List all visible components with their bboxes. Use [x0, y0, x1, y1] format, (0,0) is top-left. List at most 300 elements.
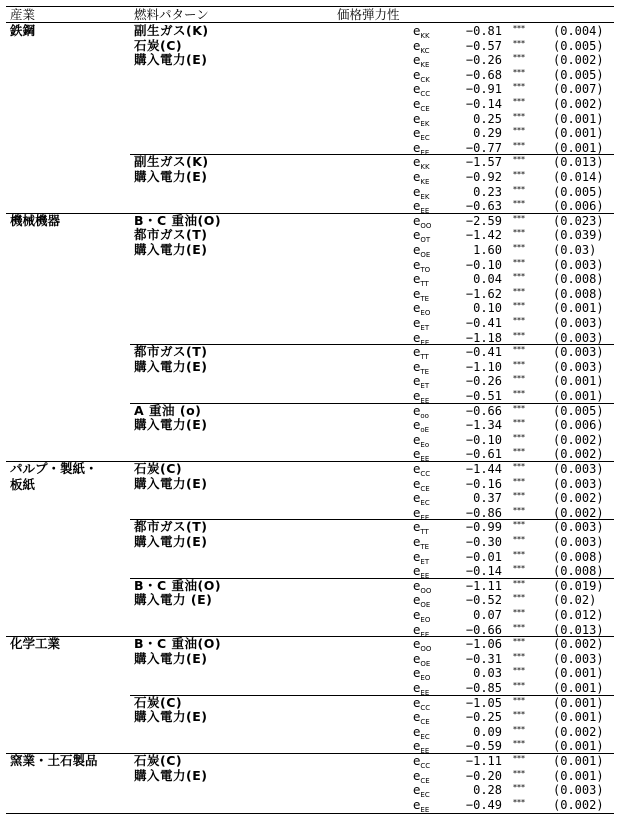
symbol-subscript: EO	[420, 616, 431, 624]
significance-stars: ***	[513, 97, 525, 106]
significance-stars: ***	[513, 768, 525, 778]
symbol-letter: e	[413, 608, 421, 622]
symbol-subscript: EE	[420, 207, 430, 216]
significance-stars: ***	[513, 24, 525, 33]
significance-stars: ***	[513, 301, 525, 311]
symbol-letter: e	[413, 213, 421, 228]
symbol-subscript: CC	[420, 762, 431, 770]
symbol-subscript: EE	[420, 513, 430, 522]
elasticity-value: −0.31	[465, 651, 502, 666]
fuel-label: 購入電力(E)	[134, 650, 208, 666]
fuel-label: 石炭(C)	[134, 37, 183, 53]
significance-stars: ***	[513, 447, 525, 457]
significance-stars: ***	[513, 491, 525, 501]
significance-stars: ***	[513, 797, 525, 807]
elasticity-value: −0.52	[465, 593, 502, 608]
significance-stars: ***	[513, 389, 525, 398]
fuel-label: 購入電力(E)	[134, 709, 208, 725]
elasticity-value: 0.25	[473, 111, 502, 126]
symbol-subscript: CE	[420, 718, 430, 727]
symbol-subscript: CE	[420, 105, 430, 113]
elasticity-value: −1.42	[465, 228, 502, 243]
standard-error: (0.001)	[553, 681, 604, 695]
fuel-label: 購入電力(E)	[134, 767, 208, 783]
symbol-subscript: CC	[420, 470, 431, 478]
symbol-letter: e	[413, 681, 421, 695]
standard-error: (0.014)	[553, 170, 604, 184]
standard-error: (0.013)	[553, 622, 604, 637]
significance-stars: ***	[513, 418, 525, 428]
elasticity-value: −0.10	[465, 257, 502, 272]
symbol-letter: e	[413, 593, 421, 608]
standard-error: (0.003)	[553, 345, 604, 360]
elasticity-value: −0.25	[465, 710, 502, 725]
symbol-subscript: EC	[420, 732, 430, 741]
elasticity-value: −0.85	[465, 681, 502, 695]
significance-stars: ***	[513, 126, 525, 136]
symbol-letter: e	[413, 418, 421, 433]
symbol-letter: e	[413, 520, 421, 535]
symbol-letter: e	[413, 243, 421, 257]
symbol-letter: e	[413, 140, 421, 155]
symbol-subscript: KK	[420, 163, 430, 172]
standard-error: (0.006)	[553, 418, 604, 433]
significance-stars: ***	[513, 520, 525, 530]
symbol-letter: e	[413, 359, 421, 374]
significance-stars: ***	[513, 199, 525, 209]
fuel-label: B・C 重油(O)	[134, 636, 222, 652]
standard-error: (0.003)	[553, 476, 604, 491]
symbol-letter: e	[413, 739, 421, 754]
fuel-label: B・C 重油(O)	[134, 577, 222, 593]
symbol-subscript: EE	[420, 397, 430, 405]
significance-stars: ***	[513, 681, 525, 690]
standard-error: (0.001)	[553, 140, 604, 155]
header-elasticity: 価格弾力性	[337, 7, 400, 22]
standard-error: (0.002)	[553, 491, 604, 506]
standard-error: (0.002)	[553, 637, 604, 652]
elasticity-value: −0.61	[465, 447, 502, 462]
symbol-letter: e	[413, 476, 421, 491]
standard-error: (0.005)	[553, 38, 604, 53]
symbol-letter: e	[413, 491, 421, 506]
symbol-subscript: OO	[420, 586, 432, 595]
symbol-subscript: Eo	[420, 440, 430, 449]
symbol-subscript: TE	[420, 543, 430, 551]
symbol-letter: e	[413, 783, 421, 798]
significance-stars: ***	[513, 754, 525, 763]
significance-stars: ***	[513, 345, 525, 355]
significance-stars: ***	[513, 549, 525, 559]
significance-stars: ***	[513, 257, 525, 267]
standard-error: (0.002)	[553, 505, 604, 520]
elasticity-value: −1.44	[465, 462, 502, 476]
symbol-letter: e	[413, 666, 421, 681]
significance-stars: ***	[513, 82, 525, 92]
significance-stars: ***	[513, 505, 525, 515]
symbol-letter: e	[413, 622, 421, 637]
standard-error: (0.001)	[553, 111, 604, 126]
elasticity-value: 0.23	[473, 184, 502, 199]
symbol-subscript: EE	[420, 689, 430, 697]
symbol-subscript: TO	[420, 265, 431, 274]
symbol-letter: e	[413, 97, 421, 111]
symbol-letter: e	[413, 447, 421, 462]
significance-stars: ***	[513, 564, 525, 574]
significance-stars: ***	[513, 637, 525, 647]
symbol-letter: e	[413, 345, 421, 360]
fuel-label: 都市ガス(T)	[134, 519, 208, 535]
significance-stars: ***	[513, 783, 525, 793]
elasticity-value: −0.66	[465, 403, 502, 418]
significance-stars: ***	[513, 111, 525, 121]
significance-stars: ***	[513, 578, 525, 588]
elasticity-value: −0.86	[465, 505, 502, 520]
standard-error: (0.003)	[553, 651, 604, 666]
symbol-letter: e	[413, 549, 421, 564]
symbol-letter: e	[413, 286, 421, 301]
standard-error: (0.001)	[553, 768, 604, 783]
industry-name: 化学工業	[10, 636, 61, 652]
symbol-letter: e	[413, 184, 421, 199]
symbol-letter: e	[413, 389, 421, 403]
symbol-subscript: OE	[420, 659, 431, 668]
symbol-letter: e	[413, 432, 421, 447]
symbol-subscript: EE	[420, 572, 430, 581]
significance-stars: ***	[513, 170, 525, 179]
symbol-letter: e	[413, 38, 421, 53]
standard-error: (0.012)	[553, 608, 604, 622]
standard-error: (0.002)	[553, 97, 604, 111]
significance-stars: ***	[513, 155, 525, 165]
industry-name: 鉄鋼	[10, 23, 36, 38]
symbol-subscript: EE	[420, 148, 430, 157]
table-bottom-rule	[6, 813, 614, 814]
significance-stars: ***	[513, 695, 525, 705]
symbol-letter: e	[413, 768, 421, 783]
standard-error: (0.008)	[553, 286, 604, 301]
elasticity-value: 0.10	[473, 301, 502, 316]
symbol-subscript: CC	[420, 703, 431, 712]
header-fuel-pattern: 燃料パターン	[134, 7, 209, 22]
symbol-letter: e	[413, 710, 421, 725]
symbol-subscript: KE	[420, 178, 430, 186]
symbol-letter: e	[413, 301, 421, 316]
elasticity-value: 0.29	[473, 126, 502, 141]
symbol-letter: e	[413, 637, 421, 652]
symbol-subscript: KE	[420, 61, 430, 70]
significance-stars: ***	[513, 243, 525, 252]
elasticity-value: −0.41	[465, 316, 502, 330]
standard-error: (0.001)	[553, 374, 604, 389]
elasticity-value: 1.60	[473, 243, 502, 257]
standard-error: (0.005)	[553, 403, 604, 418]
symbol-letter: e	[413, 564, 421, 579]
significance-stars: ***	[513, 316, 525, 325]
elasticity-value: −0.14	[465, 97, 502, 111]
elasticity-value: −1.34	[465, 418, 502, 433]
symbol-letter: e	[413, 53, 421, 68]
symbol-letter: e	[413, 272, 421, 287]
standard-error: (0.023)	[553, 213, 604, 228]
symbol-subscript: TE	[420, 367, 430, 376]
significance-stars: ***	[513, 213, 525, 223]
elasticity-value: −0.99	[465, 520, 502, 535]
significance-stars: ***	[513, 374, 525, 384]
significance-stars: ***	[513, 622, 525, 632]
symbol-letter: e	[413, 170, 421, 184]
industry-name: パルプ・製紙・	[10, 461, 98, 476]
fuel-label: 都市ガス(T)	[134, 344, 208, 360]
elasticity-value: −0.16	[465, 476, 502, 491]
elasticity-value: −0.20	[465, 768, 502, 783]
significance-stars: ***	[513, 286, 525, 296]
symbol-letter: e	[413, 257, 421, 272]
standard-error: (0.003)	[553, 520, 604, 535]
elasticity-value: −0.41	[465, 345, 502, 360]
standard-error: (0.001)	[553, 754, 604, 768]
elasticity-value: 0.03	[473, 666, 502, 681]
symbol-subscript: oo	[420, 411, 429, 420]
elasticity-value: 0.07	[473, 608, 502, 622]
elasticity-value: −2.59	[465, 213, 502, 228]
industry-name: 板紙	[10, 477, 36, 492]
symbol-letter: e	[413, 462, 421, 476]
significance-stars: ***	[513, 228, 525, 238]
fuel-group-divider	[130, 403, 614, 404]
symbol-letter: e	[413, 24, 421, 38]
standard-error: (0.013)	[553, 155, 604, 170]
significance-stars: ***	[513, 38, 525, 48]
fuel-label: 副生ガス(K)	[134, 154, 209, 170]
symbol-subscript: CC	[420, 90, 431, 99]
elasticity-value: −0.77	[465, 140, 502, 155]
elasticity-value: −0.68	[465, 67, 502, 82]
standard-error: (0.007)	[553, 82, 604, 97]
standard-error: (0.001)	[553, 666, 604, 681]
standard-error: (0.008)	[553, 564, 604, 579]
standard-error: (0.003)	[553, 783, 604, 798]
symbol-letter: e	[413, 651, 421, 666]
elasticity-value: −0.92	[465, 170, 502, 184]
fuel-label: 石炭(C)	[134, 694, 183, 710]
symbol-letter: e	[413, 374, 421, 389]
symbol-subscript: TE	[420, 294, 430, 303]
symbol-letter: e	[413, 126, 421, 141]
significance-stars: ***	[513, 724, 525, 734]
symbol-subscript: EO	[420, 674, 431, 683]
symbol-letter: e	[413, 316, 421, 330]
elasticity-value: −0.51	[465, 389, 502, 403]
symbol-letter: e	[413, 695, 421, 710]
symbol-letter: e	[413, 330, 421, 345]
standard-error: (0.002)	[553, 53, 604, 68]
standard-error: (0.008)	[553, 549, 604, 564]
significance-stars: ***	[513, 53, 525, 63]
symbol-subscript: EE	[420, 338, 430, 347]
standard-error: (0.005)	[553, 67, 604, 82]
standard-error: (0.001)	[553, 695, 604, 710]
symbol-letter: e	[413, 724, 421, 739]
elasticity-value: −1.06	[465, 637, 502, 652]
fuel-label: 購入電力(E)	[134, 52, 208, 67]
symbol-subscript: EC	[420, 791, 430, 800]
symbol-subscript: TT	[420, 280, 429, 289]
fuel-label: A 重油 (o)	[134, 402, 202, 418]
standard-error: (0.001)	[553, 739, 604, 754]
symbol-subscript: TT	[420, 528, 429, 537]
fuel-label: 購入電力(E)	[134, 358, 208, 374]
symbol-subscript: CK	[420, 75, 430, 84]
standard-error: (0.003)	[553, 462, 604, 476]
standard-error: (0.003)	[553, 535, 604, 549]
elasticity-value: −0.91	[465, 82, 502, 97]
symbol-subscript: OE	[420, 601, 431, 610]
fuel-label: 石炭(C)	[134, 753, 183, 768]
standard-error: (0.005)	[553, 184, 604, 199]
elasticity-value: 0.37	[473, 491, 502, 506]
industry-name: 機械機器	[10, 212, 61, 228]
symbol-subscript: ET	[420, 557, 430, 566]
elasticity-value: −0.26	[465, 374, 502, 389]
elasticity-value: −1.11	[465, 754, 502, 768]
elasticity-value: −1.10	[465, 359, 502, 374]
standard-error: (0.03)	[553, 243, 597, 257]
elasticity-value: −0.14	[465, 564, 502, 579]
symbol-subscript: EE	[420, 805, 430, 814]
standard-error: (0.002)	[553, 432, 604, 447]
standard-error: (0.001)	[553, 126, 604, 141]
industry-name: 窯業・土石製品	[10, 753, 98, 768]
standard-error: (0.008)	[553, 272, 604, 287]
significance-stars: ***	[513, 140, 525, 150]
standard-error: (0.02)	[553, 593, 597, 608]
elasticity-value: −0.10	[465, 432, 502, 447]
symbol-subscript: OE	[420, 251, 431, 259]
symbol-subscript: EO	[420, 309, 431, 318]
standard-error: (0.039)	[553, 228, 604, 243]
significance-stars: ***	[513, 608, 525, 617]
significance-stars: ***	[513, 535, 525, 544]
symbol-letter: e	[413, 535, 421, 549]
fuel-label: 石炭(C)	[134, 461, 183, 476]
symbol-letter: e	[413, 82, 421, 97]
symbol-letter: e	[413, 228, 421, 243]
standard-error: (0.003)	[553, 257, 604, 272]
symbol-subscript: EC	[420, 134, 430, 143]
elasticity-value: −0.66	[465, 622, 502, 637]
significance-stars: ***	[513, 476, 525, 486]
symbol-letter: e	[413, 797, 421, 812]
significance-stars: ***	[513, 462, 525, 471]
symbol-letter: e	[413, 578, 421, 593]
symbol-subscript: EC	[420, 499, 430, 508]
header-rule	[6, 22, 614, 23]
elasticity-value: −1.62	[465, 286, 502, 301]
fuel-label: 購入電力(E)	[134, 417, 208, 433]
table-top-rule	[6, 6, 614, 7]
fuel-label: 購入電力(E)	[134, 475, 208, 491]
fuel-label: 購入電力 (E)	[134, 592, 213, 608]
standard-error: (0.002)	[553, 447, 604, 462]
elasticity-value: −1.05	[465, 695, 502, 710]
symbol-subscript: OO	[420, 645, 432, 654]
standard-error: (0.006)	[553, 199, 604, 214]
symbol-subscript: ET	[420, 324, 430, 332]
symbol-subscript: EE	[420, 747, 430, 756]
elasticity-value: −0.49	[465, 797, 502, 812]
significance-stars: ***	[513, 272, 525, 282]
standard-error: (0.004)	[553, 24, 604, 38]
symbol-subscript: KK	[420, 32, 430, 40]
elasticity-value: 0.09	[473, 724, 502, 739]
elasticity-value: −1.11	[465, 578, 502, 593]
standard-error: (0.001)	[553, 301, 604, 316]
elasticity-value: −0.59	[465, 739, 502, 754]
symbol-subscript: EK	[420, 119, 430, 128]
significance-stars: ***	[513, 403, 525, 413]
fuel-label: 副生ガス(K)	[134, 23, 209, 38]
significance-stars: ***	[513, 67, 525, 77]
symbol-subscript: OO	[420, 221, 432, 230]
symbol-subscript: CE	[420, 484, 430, 493]
standard-error: (0.003)	[553, 330, 604, 345]
fuel-label: 購入電力(E)	[134, 241, 208, 257]
standard-error: (0.002)	[553, 724, 604, 739]
significance-stars: ***	[513, 330, 525, 340]
significance-stars: ***	[513, 432, 525, 442]
symbol-letter: e	[413, 754, 421, 768]
elasticity-value: −0.30	[465, 535, 502, 549]
standard-error: (0.003)	[553, 359, 604, 374]
significance-stars: ***	[513, 359, 525, 369]
symbol-subscript: CE	[420, 776, 430, 785]
symbol-letter: e	[413, 505, 421, 520]
significance-stars: ***	[513, 739, 525, 749]
elasticity-value: −0.63	[465, 199, 502, 214]
elasticity-value: −0.26	[465, 53, 502, 68]
standard-error: (0.019)	[553, 578, 604, 593]
header-industry: 産業	[10, 7, 36, 22]
symbol-subscript: EE	[420, 455, 430, 464]
symbol-subscript: TT	[420, 353, 429, 362]
fuel-label: 購入電力(E)	[134, 168, 208, 184]
symbol-subscript: KC	[420, 46, 430, 55]
significance-stars: ***	[513, 651, 525, 661]
elasticity-value: −0.57	[465, 38, 502, 53]
fuel-label: B・C 重油(O)	[134, 212, 222, 228]
symbol-letter: e	[413, 403, 421, 418]
standard-error: (0.001)	[553, 389, 604, 403]
elasticity-value: 0.04	[473, 272, 502, 287]
elasticity-value: −1.57	[465, 155, 502, 170]
symbol-subscript: EK	[420, 192, 430, 201]
fuel-label: 購入電力(E)	[134, 533, 208, 549]
symbol-subscript: EE	[420, 630, 430, 639]
symbol-subscript: ET	[420, 382, 430, 391]
symbol-subscript: OT	[420, 236, 431, 245]
significance-stars: ***	[513, 666, 525, 676]
standard-error: (0.003)	[553, 316, 604, 330]
elasticity-value: 0.28	[473, 783, 502, 798]
symbol-letter: e	[413, 111, 421, 126]
fuel-label: 都市ガス(T)	[134, 227, 208, 243]
symbol-letter: e	[413, 155, 421, 170]
elasticity-value: −0.81	[465, 24, 502, 38]
symbol-letter: e	[413, 67, 421, 82]
elasticity-value: −1.18	[465, 330, 502, 345]
symbol-subscript: oE	[420, 426, 430, 435]
